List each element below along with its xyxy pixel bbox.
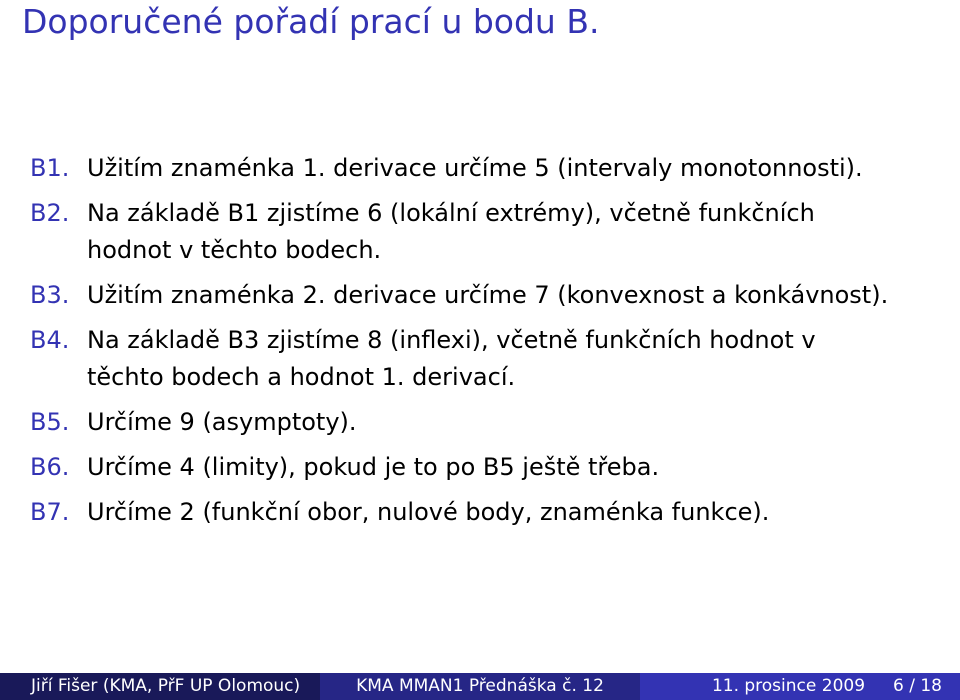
list-item-b6 (30, 449, 930, 486)
item-label: B2. (30, 199, 70, 227)
slide-title: Doporučené pořadí prací u bodu B. (22, 2, 600, 41)
item-text: Na základě B1 zjistíme 6 (lokální extrémy), včetně funkčních hodnot v těchto bodech. (87, 199, 815, 264)
item-text: Užitím znaménka 1. derivace určíme 5 (intervaly monotonnosti). (87, 154, 863, 182)
item-text: Určíme 4 (limity), pokud je to po B5 ještě třeba. (87, 453, 660, 481)
item-text: Na základě B3 zjistíme 8 (inflexi), včetně funkčních hodnot v těchto bodech a hodnot 1. derivací. (87, 326, 816, 391)
footer-course: KMA MMAN1 Přednáška č. 12 (320, 673, 640, 700)
list-item-b2 (30, 195, 930, 269)
list-item-b1 (30, 150, 930, 187)
page-number: 6 / 18 (893, 676, 942, 696)
item-label: B5. (30, 408, 70, 436)
item-label: B1. (30, 154, 70, 182)
item-text: Určíme 2 (funkční obor, nulové body, znaménka funkce). (87, 498, 770, 526)
item-text: Užitím znaménka 2. derivace určíme 7 (konvexnost a konkávnost). (87, 281, 889, 309)
footer-bar (0, 673, 960, 700)
list-item-b5 (30, 404, 930, 441)
list-item-b7 (30, 494, 930, 531)
item-label: B7. (30, 498, 70, 526)
steps-list (30, 150, 930, 539)
footer-right-panel (640, 673, 960, 700)
footer-author: Jiří Fišer (KMA, PřF UP Olomouc) (0, 673, 320, 700)
item-label: B6. (30, 453, 70, 481)
list-item-b4 (30, 322, 930, 396)
list-item-b3 (30, 277, 930, 314)
footer-date: 11. prosince 2009 (711, 676, 866, 696)
item-label: B4. (30, 326, 70, 354)
item-label: B3. (30, 281, 70, 309)
item-text: Určíme 9 (asymptoty). (87, 408, 357, 436)
